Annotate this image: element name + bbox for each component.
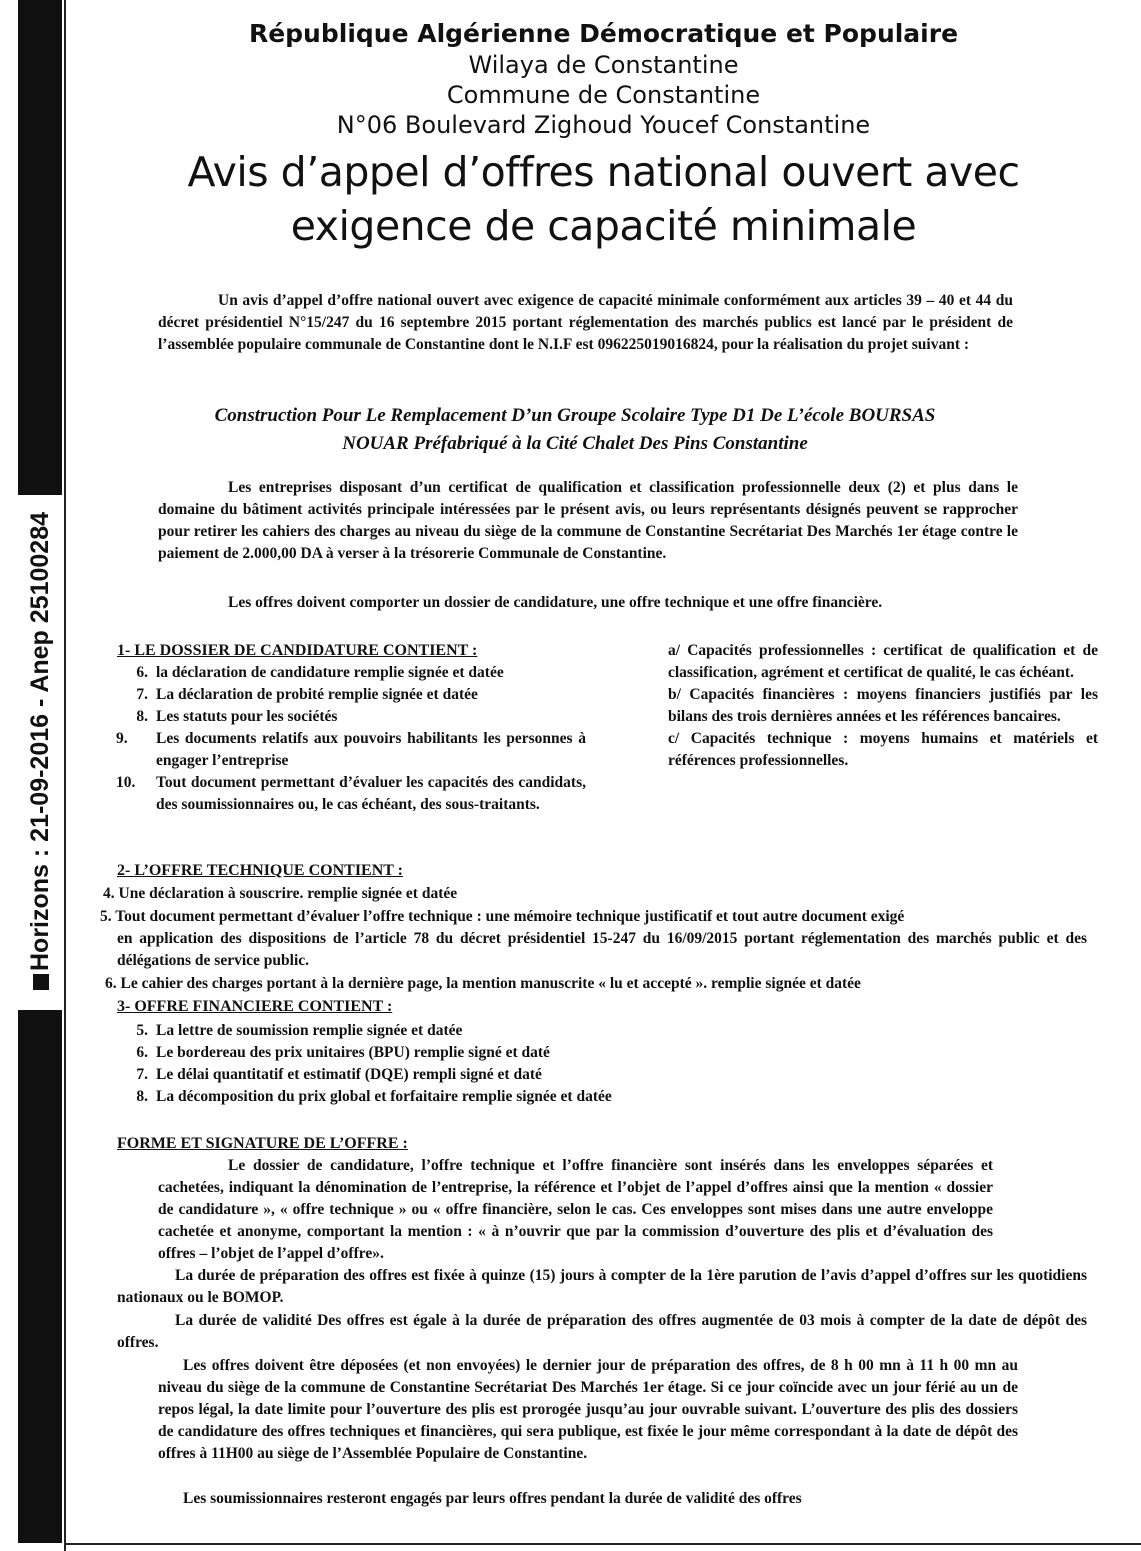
offers-paragraph: Les offres doivent comporter un dossier de candidature, une offre technique et une offre financière.	[228, 594, 883, 611]
square-bullet-icon	[33, 974, 49, 990]
wilaya-name: Wilaya de Constantine	[468, 51, 739, 79]
list-item: 8. Les statuts pour les sociétés	[136, 708, 338, 725]
notice-title	[66, 145, 1141, 253]
section1-heading: 1- LE DOSSIER DE CANDIDATURE CONTIENT :	[117, 642, 478, 659]
side-strip	[18, 0, 62, 1551]
list-item: 5. La lettre de soumission remplie signée et datée	[136, 1022, 463, 1039]
capacity-professional: a/ Capacités professionnelles : certificat de qualification et de classification, agrément et certificat de qualité, le cas échéant.	[668, 642, 1098, 681]
capacity-financial: b/ Capacités financières : moyens financiers justifiés par les bilans des trois dernières années et les références bancaires.	[668, 686, 1098, 725]
form-paragraph-2: La durée de préparation des offres est fixée à quinze (15) jours à compter de la 1ère parution de l’avis d’appel d’offres sur les quotidiens nationaux ou le BOMOP.	[117, 1267, 1087, 1306]
form-paragraph-1: Le dossier de candidature, l’offre technique et l’offre financière sont insérés dans les enveloppes séparées et cachetées, indiquant la dénomination de l’entreprise, la référence et l’objet de l’appel d’offres ainsi que la mention « dossier de candidature », « offre technique » ou « offre financière, selon le cas. Ces enveloppes sont mises dans une autre enveloppe cachetée et anonyme, comportant la mention : « à n’ouvrir que par la commission d’ouverture des plis et d’évaluation des offres – l’objet de l’appel d’offre».	[158, 1157, 993, 1262]
technical-item-5: 5. Tout document permettant d’évaluer l’offre technique : une mémoire technique justificatif et tout autre document exigé	[100, 908, 905, 925]
capacities-block	[668, 640, 1098, 772]
side-bar-bottom	[18, 1010, 62, 1543]
section4-heading: FORME ET SIGNATURE DE L’OFFRE :	[117, 1135, 408, 1152]
publication-reference	[20, 510, 60, 990]
frame-bottom-rule	[64, 1543, 1141, 1545]
project-line-2: NOUAR Préfabriqué à la Cité Chalet Des Pins Constantine	[342, 433, 808, 454]
republic-name: République Algérienne Démocratique et Populaire	[248, 19, 959, 48]
intro-paragraph: Un avis d’appel d’offre national ouvert avec exigence de capacité minimale conformément aux articles 39 – 40 et 44 du décret présidentiel N°15/247 du 16 septembre 2015 portant réglementation des marchés publics est lancé par le président de l’assemblée populaire communale de Constantine dont le N.I.F est 096225019016824, pour la réalisation du projet suivant :	[158, 292, 1013, 353]
list-item: 6. Le bordereau des prix unitaires (BPU) remplie signé et daté	[136, 1044, 550, 1061]
title-line-1: Avis d’appel d’offres national ouvert avec	[187, 148, 1020, 196]
financial-list	[116, 1020, 816, 1108]
eligibility-paragraph: Les entreprises disposant d’un certificat de qualification et classification professionnelle deux (2) et plus dans le domaine du bâtiment activités principale intéressées par le présent avis, ou leurs représentants désignés peuvent se rapprocher pour retirer les cahiers des charges au niveau du siège de la commune de Constantine Secrétariat Des Marchés 1er étage contre le paiement de 2.000,00 DA à verser à la trésorerie Communale de Constantine.	[158, 479, 1018, 562]
project-title	[130, 402, 1020, 458]
technical-item-5-cont: en application des dispositions de l’article 78 du décret présidentiel 15-247 du 16/09/2015 portant réglementation des marchés public et des délégations de service public.	[117, 930, 1087, 969]
section2-heading: 2- L’OFFRE TECHNIQUE CONTIENT :	[117, 862, 403, 879]
section3-heading: 3- OFFRE FINANCIERE CONTIENT :	[117, 998, 393, 1015]
list-item: 8. La décomposition du prix global et forfaitaire remplie signée et datée	[136, 1088, 612, 1105]
form-paragraph-4: Les offres doivent être déposées (et non envoyées) le dernier jour de préparation des offres, de 8 h 00 mn à 11 h 00 mn au niveau du siège de la commune de Constantine Secrétariat Des Marchés 1er étage. Si ce jour coïncide avec un jour férié au un de repos légal, la date limite pour l’ouverture des plis est prorogée jusqu’au jour ouvrable suivant. L’ouverture des plis des dossiers de candidature des offres techniques et financières, qui sera publique, est fixée le jour même correspondant à la date de dépôt des offres à 11H00 au siège de l’Assemblée Populaire de Constantine.	[158, 1357, 1018, 1462]
list-item: 9. Les documents relatifs aux pouvoirs habilitants les personnes à engager l’entreprise	[116, 730, 586, 769]
commune-address: N°06 Boulevard Zighoud Youcef Constantine	[336, 111, 871, 139]
technical-item-4: 4. Une déclaration à souscrire. remplie signée et datée	[103, 885, 458, 902]
side-bar-top	[18, 0, 62, 495]
list-item: 7. Le délai quantitatif et estimatif (DQE) rempli signé et daté	[136, 1066, 542, 1083]
commune-name: Commune de Constantine	[446, 81, 761, 109]
title-line-2: exigence de capacité minimale	[290, 202, 917, 250]
list-item: 10. Tout document permettant d’évaluer les capacités des candidats, des soumissionnaires ou, le cas échéant, des sous-traitants.	[116, 774, 586, 813]
list-item: 7. La déclaration de probité remplie signée et datée	[136, 686, 478, 703]
technical-item-6: 6. Le cahier des charges portant à la dernière page, la mention manuscrite « lu et accepté ». remplie signée et datée	[105, 975, 861, 992]
letterhead	[66, 18, 1141, 140]
candidature-list	[116, 662, 586, 816]
project-line-1: Construction Pour Le Remplacement D’un Groupe Scolaire Type D1 De L’école BOURSAS	[214, 405, 936, 426]
form-paragraph-3: La durée de validité Des offres est égale à la durée de préparation des offres augmentée de 03 mois à compter de la date de dépôt des offres.	[117, 1312, 1087, 1351]
publication-reference-text: Horizons : 21-09-2016 - Anep 25100284	[26, 511, 54, 971]
list-item: 6. la déclaration de candidature remplie signée et datée	[136, 664, 504, 681]
capacity-technical: c/ Capacités technique : moyens humains et matériels et références professionnelles.	[668, 730, 1098, 769]
form-paragraph-5: Les soumissionnaires resteront engagés par leurs offres pendant la durée de validité des offres	[183, 1490, 802, 1507]
